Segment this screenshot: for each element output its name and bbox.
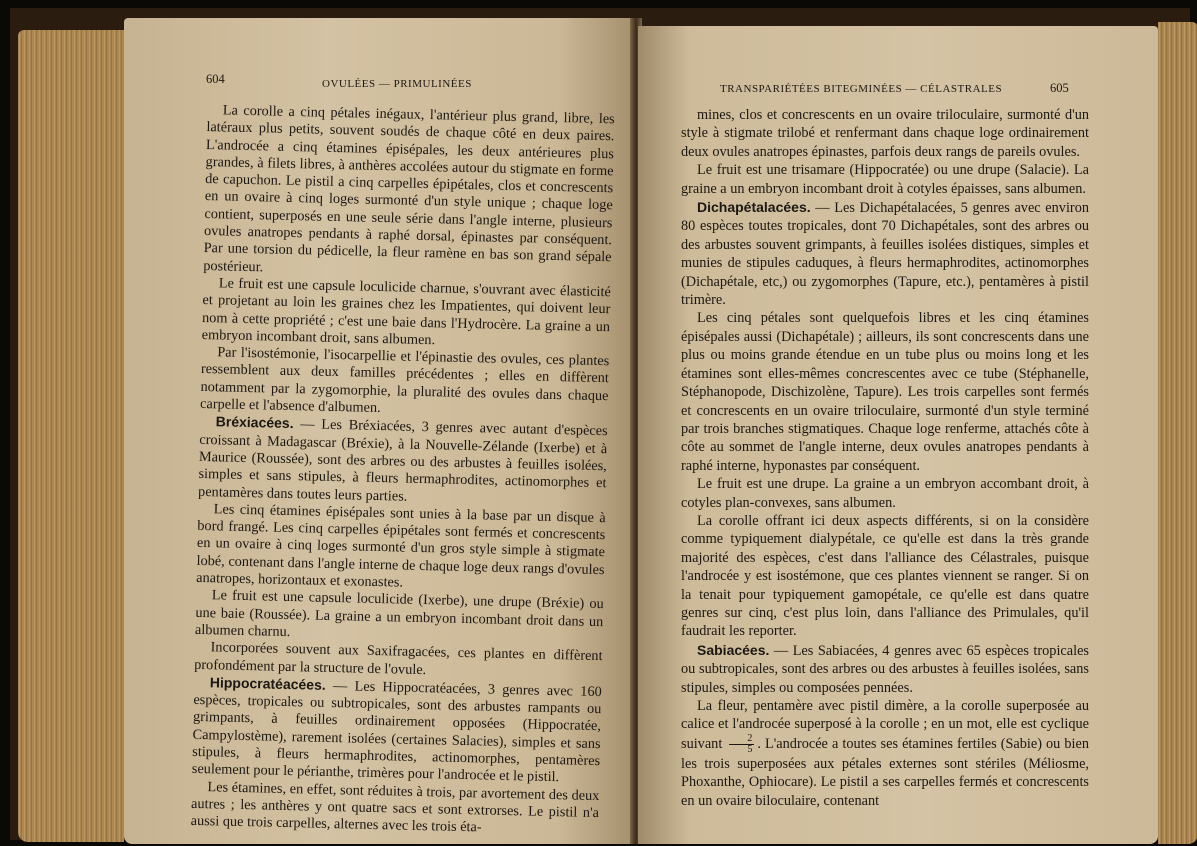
running-head: OVULÉES — PRIMULINÉES: [322, 78, 472, 90]
book-spread: [10, 8, 1190, 840]
page-edges-right: [1158, 22, 1197, 844]
paragraph: [190, 778, 599, 839]
page-number: 605: [1050, 81, 1069, 95]
paragraph-text: — Les Sabiacées, 4 genres avec 65 espèces tropicales ou subtropicales, sont des arbres ou des arbustes à feuilles isolées, sans stipules, simples ou composées pennées.: [681, 642, 1089, 696]
paragraph: [196, 501, 606, 597]
running-head: TRANSPARIÉTÉES BITEGMINÉES — CÉLASTRALES: [720, 83, 1003, 95]
paragraph-text: Incorporées souvent aux Saxifragacées, ces plantes en diffèrent profondément par la structure de l'ovule.: [194, 639, 603, 678]
paragraph: [681, 309, 1089, 475]
paragraph-text: mines, clos et concrescents en un ovaire triloculaire, surmonté d'un style à stigmate trilobé et renfermant dans chaque loge ordinairement deux ovules anatropes épinastes, parfois deux rangs de pareils ovules.: [681, 107, 1089, 160]
paragraph-text: Le fruit est une capsule loculicide (Ixerbe), une drupe (Bréxie) ou une baie (Roussée). La graine a un embryon incombant droit dans un albumen charnu.: [194, 587, 604, 640]
paragraph-text: Par l'isostémonie, l'isocarpellie et l'épinastie des ovules, ces plantes ressemblent aux deux familles précédentes ; elles en diffèrent notamment par la zygomorphie, la pluralité des ovules dans chaque carpelle et l'absence d'albumen.: [199, 344, 610, 417]
paragraph: [195, 587, 604, 648]
section-title: Dichapétalacées.: [697, 199, 811, 216]
paragraph-text: La corolle offrant ici deux aspects différents, si on la considère comme typiquement dialypétale, ce qu'elle est dans la très grande majorité des espèces, c'est dans l'alliance des Célastrales, puisque l'androcée y est isostémone, que ces plantes viennent se ranger. Si on la tenait pour typiquement gamopétale, ce qu'elle est dans quatre genres sur cinq, c'est plus loin, dans l'alliance des Primulales, qu'il faudrait les reporter.: [681, 512, 1089, 640]
section-paragraph: [198, 413, 608, 510]
section-paragraph: [192, 674, 602, 788]
paragraph-text: — Les Dichapétalacées, 5 genres avec environ 80 espèces toutes tropicales, dont 70 Dichapétales, sont des arbres ou des arbustes souvent grimpants, à feuilles isolées distiques, simples et munies de stipules caduques, à fleurs hermaphrodites, actinomorphes (Dichapétale, etc,) ou zygomorphes (Tapure, etc.), pentamères à pistil trimère.: [681, 200, 1089, 309]
section-title: Bréxiacées.: [215, 413, 294, 432]
paragraph-text: La corolle a cinq pétales inégaux, l'antérieur plus grand, libre, les latéraux plus petits, souvent soudés de chaque côté en deux paires. L'androcée a cinq étamines épisépales, les deux antérieures plus grandes, à filets libres, à anthères accolées autour du stigmate en forme de capuchon. Le pistil a cinq carpelles épipétales, clos et concrescents en un ovaire à cinq loges surmonté d'un style unique ; chaque loge contient, superposés en une seule série dans l'angle interne, plusieurs ovules anatropes pendants à raphé dorsal, épinastes par conséquent. Par une torsion du pédicelle, la fleur ramène en bas son grand sépale postérieur.: [203, 102, 615, 275]
paragraph-text: — Les Bréxiacées, 3 genres avec autant d'espèces croissant à Madagascar (Bréxie), à la Nouvelle-Zélande (Ixerbe) et à Maurice (Roussée), sont des arbres ou des arbustes à feuilles isolées, simples et sans stipules, à fleurs hermaphrodites, actinomorphes et pentamères dans toutes leurs parties.: [197, 416, 608, 505]
paragraph: [200, 344, 609, 422]
paragraph: [681, 161, 1089, 198]
section-paragraph: [681, 198, 1089, 309]
section-title: Hippocratéacées.: [209, 674, 326, 693]
section-paragraph: [681, 641, 1089, 697]
left-page: [124, 18, 634, 844]
section-title: Sabiacées.: [697, 641, 770, 658]
left-body-text: [190, 102, 614, 840]
paragraph-text: Les cinq pétales sont quelquefois libres et les cinq étamines épisépales aussi (Dichapétale) ; ailleurs, ils sont concrescents dans une plus ou moins grande étendue en un tube plus ou moins long et les étamines sont elles-mêmes concrescentes avec ce tube (Stéphanelle, Stéphanopode, Dischizolène, Tapure). Les trois carpelles sont fermés et concrescents en un ovaire triloculaire, surmonté d'un style terminé par trois branches stigmatiques. Chaque loge renferme, attachés côte à côte au sommet de l'angle interne, deux ovules anatropes pendants à raphé interne, hyponastes par conséquent.: [681, 310, 1089, 474]
paragraph: [203, 102, 615, 284]
paragraph-text: Les cinq étamines épisépales sont unies à la base par un disque à bord frangé. Les cinq carpelles épipétales sont fermés et concrescents en un ovaire à cinq loges surmonté d'un gros style simple à stigmate lobé, contenant dans l'angle interne de chaque loge deux rangs d'ovules anatropes, horizontaux et exonastes.: [196, 501, 606, 591]
right-body-text: [681, 106, 1089, 810]
right-page: [638, 26, 1158, 844]
paragraph: [202, 275, 611, 353]
paragraph: [681, 475, 1089, 512]
paragraph-text: Le fruit est une drupe. La graine a un embryon accombant droit, à cotyles plan-convexes, sans albumen.: [681, 476, 1089, 511]
page-number: 604: [206, 72, 225, 86]
page-edges-left: [18, 30, 124, 842]
paragraph-text: Les étamines, en effet, sont réduites à trois, par avortement des deux autres ; les anthères y ont quatre sacs et sont extrorses. Le pistil n'a aussi que trois carpelles, alternes avec les trois éta-: [190, 778, 600, 836]
fraction: $\frac{2}{5}$: [729, 734, 754, 755]
paragraph-text: — Les Hippocratéacées, 3 genres avec 160 espèces, tropicales ou subtropicales, sont des arbustes rampants ou grimpants, à feuilles ordinairement opposées (Hippocratée, Campylostème), rarement isolées (certaines Salacies), simples et sans stipules, à fleurs hermaphrodites, actinomorphes, pentamères seulement pour le périanthe, trimères pour l'androcée et le pistil.: [191, 677, 602, 786]
paragraph-text: Le fruit est une capsule loculicide charnue, s'ouvrant avec élasticité et projetant au loin les graines chez les Impatientes, qui doivent leur nom à cette propriété ; c'est une baie dans l'Hydrocère. La graine a un embryon incombant droit, sans albumen.: [201, 275, 611, 349]
paragraph: [681, 512, 1089, 641]
paragraph: [681, 106, 1089, 161]
paragraph-text: Le fruit est une trisamare (Hippocratée) ou une drupe (Salacie). La graine a un embryon incombant droit à cotyles épaisses, sans albumen.: [681, 162, 1089, 197]
paragraph: La fleur, pentamère avec pistil dimère, a la corolle superposée au calice et l'androcée superposé à la corolle ; en un mot, elle est cyclique suivant $\frac{2}{5}$ . L'androcée a toutes ses étamines fertiles (Sabie) ou bien les trois superposées aux pétales externes sont stériles (Méliosme, Phoxanthe, Ophiocare). Le pistil a ses carpelles fermés et concrescents en un ovaire biloculaire, contenant: [681, 698, 1089, 809]
